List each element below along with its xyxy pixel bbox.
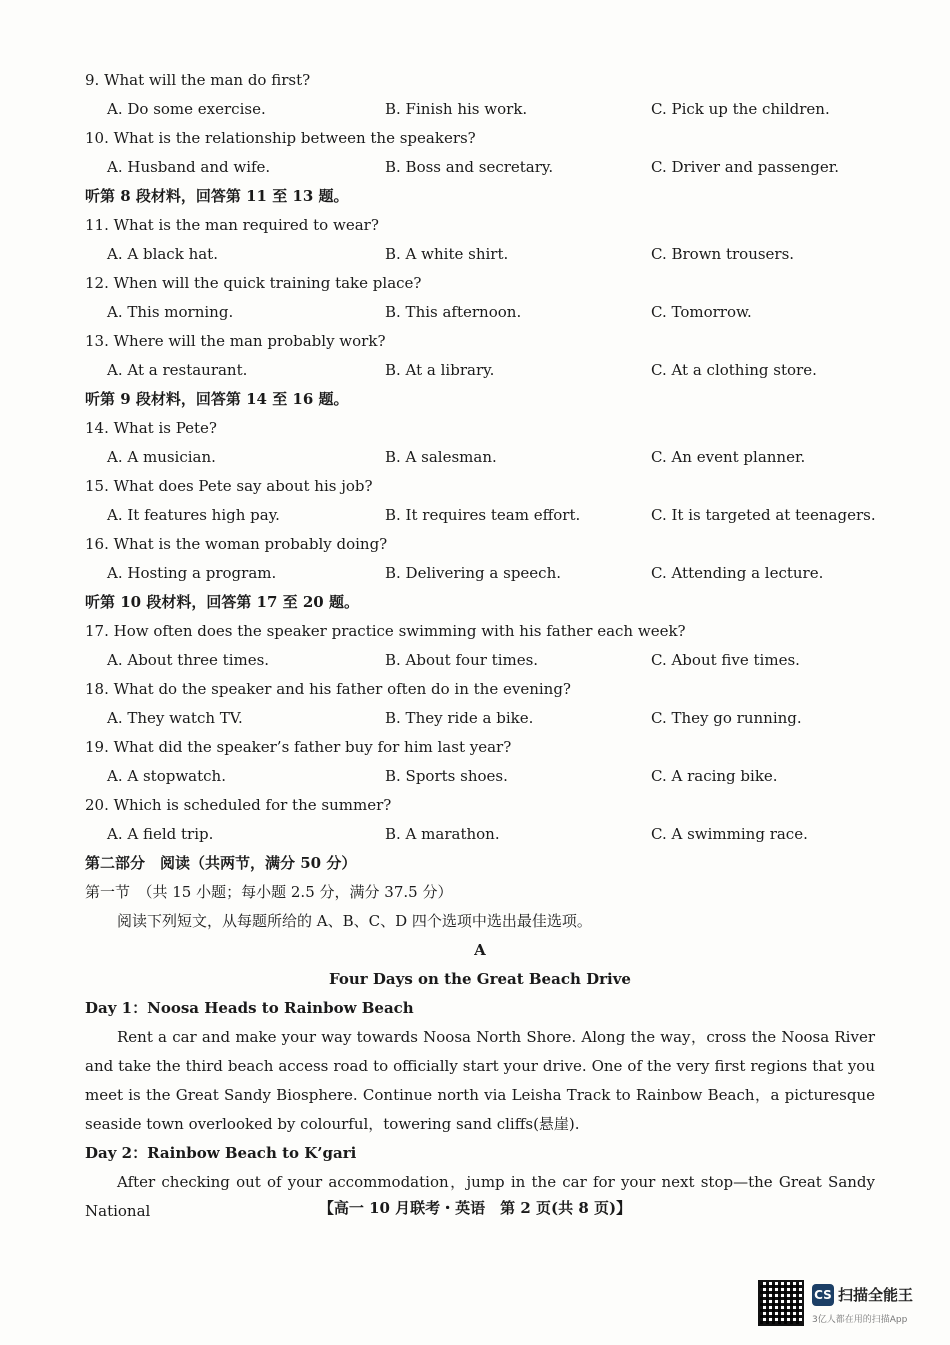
options-row [85,501,875,530]
question-stem: 9. What will the man do first? [85,71,311,89]
question-stem: 19. What did the speaker’s father buy for him last year? [85,738,512,756]
option-b: B. A salesman. [385,448,497,466]
option-c: C. At a clothing store. [651,361,817,379]
option-c: C. A swimming race. [651,825,808,843]
question-10 [85,124,875,182]
options-row [85,443,875,472]
question-18 [85,675,875,733]
section-8-heading: 听第 8 段材料，回答第 11 至 13 题。 [85,187,349,205]
question-19 [85,733,875,791]
question-16 [85,530,875,588]
option-a: A. Do some exercise. [107,100,266,118]
option-c: C. A racing bike. [651,767,778,785]
question-11 [85,211,875,269]
options-row [85,559,875,588]
option-b: B. At a library. [385,361,495,379]
question-stem: 11. What is the man required to wear? [85,216,379,234]
question-stem: 12. When will the quick training take place? [85,274,422,292]
option-b: B. A white shirt. [385,245,509,263]
question-stem: 20. Which is scheduled for the summer? [85,796,392,814]
question-15 [85,472,875,530]
day-2-title: Day 2：Rainbow Beach to K’gari [85,1144,357,1162]
reading-instruction: 阅读下列短文，从每题所给的 A、B、C、D 四个选项中选出最佳选项。 [117,912,592,930]
option-a: A. This morning. [107,303,234,321]
option-a: A. Husband and wife. [107,158,271,176]
option-c: C. Pick up the children. [651,100,830,118]
question-stem: 10. What is the relationship between the speakers? [85,129,476,147]
question-stem: 16. What is the woman probably doing? [85,535,388,553]
option-b: B. Finish his work. [385,100,528,118]
option-a: A. It features high pay. [107,506,280,524]
question-9 [85,66,875,124]
question-13 [85,327,875,385]
options-row [85,762,875,791]
day-2-paragraph: After checking out of your accommodation，jump in the car for your next stop—the Great Sandy National [85,1173,875,1220]
question-12 [85,269,875,327]
options-row [85,95,875,124]
question-stem: 15. What does Pete say about his job? [85,477,373,495]
question-14 [85,414,875,472]
option-b: B. Sports shoes. [385,767,508,785]
camscanner-tagline: 3亿人都在用的扫描App [812,1315,908,1325]
question-stem: 14. What is Pete? [85,419,217,437]
options-row [85,356,875,385]
part-2-heading: 第二部分 阅读（共两节，满分 50 分） [85,854,357,872]
page-footer: 【高一 10 月联考・英语 第 2 页(共 8 页)】 [318,1199,632,1217]
options-row [85,153,875,182]
options-row [85,704,875,733]
option-c: C. Tomorrow. [651,303,752,321]
option-c: C. Attending a lecture. [651,564,824,582]
option-a: A. A field trip. [107,825,214,843]
option-b: B. This afternoon. [385,303,522,321]
camscanner-name: 扫描全能王 [838,1286,914,1304]
option-b: B. About four times. [385,651,539,669]
section-10-heading: 听第 10 段材料，回答第 17 至 20 题。 [85,593,359,611]
option-c: C. About five times. [651,651,800,669]
option-c: C. It is targeted at teenagers. [651,506,876,524]
option-b: B. A marathon. [385,825,500,843]
exam-page [85,66,875,1226]
option-b: B. Boss and secretary. [385,158,554,176]
question-20 [85,791,875,849]
question-stem: 18. What do the speaker and his father often do in the evening? [85,680,571,698]
scanner-watermark [758,1280,928,1328]
day-1-paragraph: Rent a car and make your way towards Noosa North Shore. Along the way，cross the Noosa River and take the third beach access road to officially start your drive. One of the very first regions that you meet is the Great Sandy Biosphere. Continue north via Leisha Track to Rainbow Beach，a picturesque seaside town overlooked by colourful，towering sand cliffs(悬崖). [85,1028,875,1133]
question-stem: 17. How often does the speaker practice swimming with his father each week? [85,622,686,640]
option-a: A. They watch TV. [107,709,243,727]
option-c: C. They go running. [651,709,802,727]
passage-letter: A [474,941,486,959]
option-a: A. A black hat. [107,245,218,263]
passage-title: Four Days on the Great Beach Drive [329,970,631,988]
option-c: C. Driver and passenger. [651,158,839,176]
option-a: A. A stopwatch. [107,767,226,785]
option-c: C. An event planner. [651,448,806,466]
day-1-title: Day 1：Noosa Heads to Rainbow Beach [85,999,414,1017]
options-row [85,240,875,269]
part-2-section-1-heading: 第一节 （共 15 小题；每小题 2.5 分，满分 37.5 分） [85,883,453,901]
options-row [85,298,875,327]
option-a: A. About three times. [107,651,270,669]
option-b: B. They ride a bike. [385,709,534,727]
option-b: B. It requires team effort. [385,506,581,524]
camscanner-logo: CS [812,1284,834,1306]
options-row [85,646,875,675]
question-17 [85,617,875,675]
option-b: B. Delivering a speech. [385,564,562,582]
qr-code-icon [758,1280,804,1326]
option-a: A. A musician. [107,448,216,466]
option-a: A. Hosting a program. [107,564,277,582]
question-stem: 13. Where will the man probably work? [85,332,386,350]
option-c: C. Brown trousers. [651,245,795,263]
section-9-heading: 听第 9 段材料，回答第 14 至 16 题。 [85,390,349,408]
option-a: A. At a restaurant. [107,361,248,379]
options-row [85,820,875,849]
